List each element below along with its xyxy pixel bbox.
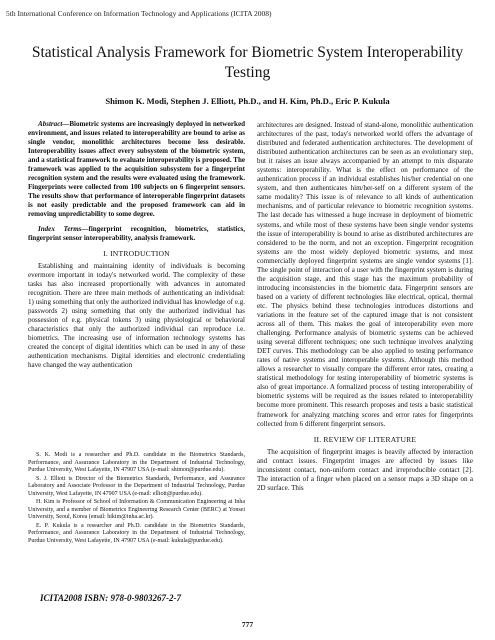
footnote-elliott: S. J. Elliott is Director of the Biometrics Standards, Performance, and Assurance Laboratory and Associate Professor in the Department of Industrial Technology, Purdue University, West Lafayette, IN 47907 USA (e-mail: elliott@purdue.edu). bbox=[28, 475, 245, 497]
abstract-text: —Biometric systems are increasingly deployed in networked environment, and issues related to interoperability are bound to arise as single vendor, monolithic architectures become less desirable. Interoperability issues affect every subsystem of the biometric system, and a statistical framework to evaluate interoperability is proposed. The framework was applied to the acquisition subsystem for a fingerprint recognition system and the results were evaluated using the framework. Fingerprints were collected from 100 subjects on 6 fingerprint sensors. The results show that performance of interoperable fingerprint datasets is not easily predictable and the proposed framework can aid in removing unpredictability to some degree. bbox=[28, 120, 245, 219]
footnote-modi: S. K. Modi is a researcher and Ph.D. candidate in the Biometrics Standards, Performance, and Assurance Laboratory in the Department of Industrial Technology, Purdue University, West Lafayette, IN 47907 USA (e-mail: shimon@purdue.edu). bbox=[28, 452, 245, 474]
footnote-kim: H. Kim is Professor of School of Information & Communication Engineering at Inha University, and a member of Biometrics Engineering Research Center (BERC) at Yonsei University, Seoul, Korea (email: hikim@inha.ac.kr). bbox=[28, 499, 245, 521]
section-heading-introduction: I. INTRODUCTION bbox=[103, 248, 170, 258]
abstract-label: Abstract bbox=[38, 120, 63, 128]
index-terms bbox=[28, 225, 245, 243]
section-heading-review-of-literature: II. REVIEW OF LITERATURE bbox=[313, 434, 417, 444]
abstract bbox=[28, 120, 245, 220]
page-number: 777 bbox=[241, 620, 254, 629]
paper-title: Statistical Analysis Framework for Biometric System Interoperability Testing bbox=[31, 44, 464, 81]
author-line: Shimon K. Modi, Stephen J. Elliott, Ph.D., and H. Kim, Ph.D., Eric P. Kukula bbox=[105, 96, 390, 106]
index-terms-text: —fingerprint recognition, biometrics, statistics, fingerprint sensor interoperability, analysis framework. bbox=[28, 224, 245, 242]
running-header: 5th International Conference on Information Technology and Applications (ICITA 2008) bbox=[6, 9, 272, 18]
isbn-label: ICITA2008 ISBN: 978-0-9803267-2-7 bbox=[40, 593, 182, 603]
literature-paragraph: The acquisition of fingerprint images is heavily affected by interaction and contact issues. Fingerprint images are affected by issues like inconsistent contact, non-uniform contact and irreproducible contact [2]. The interaction of a finger when placed on a sensor maps a 3D shape on a 2D surface. This bbox=[257, 447, 473, 492]
author-footnotes bbox=[28, 452, 245, 547]
left-column bbox=[28, 120, 245, 370]
right-column-paragraph: architectures are designed. Instead of stand-alone, monolithic authentication architectures of the past, today's networked world offers the advantage of distributed and federated authentication architectures. The development of distributed authentication architectures can be seen as an evolutionary step, but it raises an issue always accompanied by an attempt to mix disparate systems: interoperability. What is the effect on performance of the authentication process if an individual establishes his/her credential on one system, and then authenticates him/her-self on a different system of the same modality? This issue is of relevance to all kinds of authentication mechanisms, and of particular relevance to biometric recognition systems. The last decade has witnessed a huge increase in deployment of biometric systems, and while most of these systems have been single vendor systems the issue of interoperability is bound to arise as distributed architectures are considered to be the norm, and not an exception. Fingerprint recognition systems are the most widely deployed biometric systems, and most commercially deployed fingerprint systems are single vendor systems [1]. The single point of interaction of a user with the fingerprint system is during the acquisition stage, and this stage has the maximum probability of introducing inconsistencies in the biometric data. Fingerprint sensors are based on a variety of different technologies like electrical, optical, thermal etc. The physics behind these technologies introduces distortions and variations in the feature set of the captured image that is not consistent across all of them. This makes the goal of interoperability even more challenging. Performance analysis of biometric systems can be achieved using several different techniques; one such technique involves analyzing DET curves. This methodology can be also applied to testing performance rates of native systems and interoperable systems. Although this method allows a researcher to visually compare the different error rates, creating a statistical methodology for testing interoperability of biometric systems is also of great importance. A formalized process of testing interoperability of biometric systems will be required as the issues related to interoperability become more prominent. This research proposes and tests a basic statistical framework for analyzing matching scores and error rates for fingerprints collected from 6 different fingerprint sensors. bbox=[257, 121, 473, 428]
footnote-kukula: E. P. Kukula is a researcher and Ph.D. candidate in the Biometrics Standards, Performance, and Assurance Laboratory in the Department of Industrial Technology, Purdue University, West Lafayette, IN 47907 USA (e-mail: kukula@purdue.edu). bbox=[28, 522, 245, 545]
right-column bbox=[257, 121, 473, 493]
index-terms-label: Index Terms bbox=[38, 224, 82, 233]
introduction-paragraph: Establishing and maintaining identity of individuals is becoming evermore important in today's networked world. The complexity of these tasks has also increased proportionally with advances in automated recognition. There are three main methods of authenticating an individual: 1) using something that only the authorized individual has knowledge of e.g. passwords 2) using something that only the authorized individual has possession of e.g. physical tokens 3) using physiological or behavioral characteristics that only the authorized individual can reproduce i.e. biometrics. The increasing use of information technology systems has created the concept of digital identities which can be used in any of these authentication mechanisms. Digital identities and electronic credentialing have changed the way authentication bbox=[28, 261, 245, 370]
